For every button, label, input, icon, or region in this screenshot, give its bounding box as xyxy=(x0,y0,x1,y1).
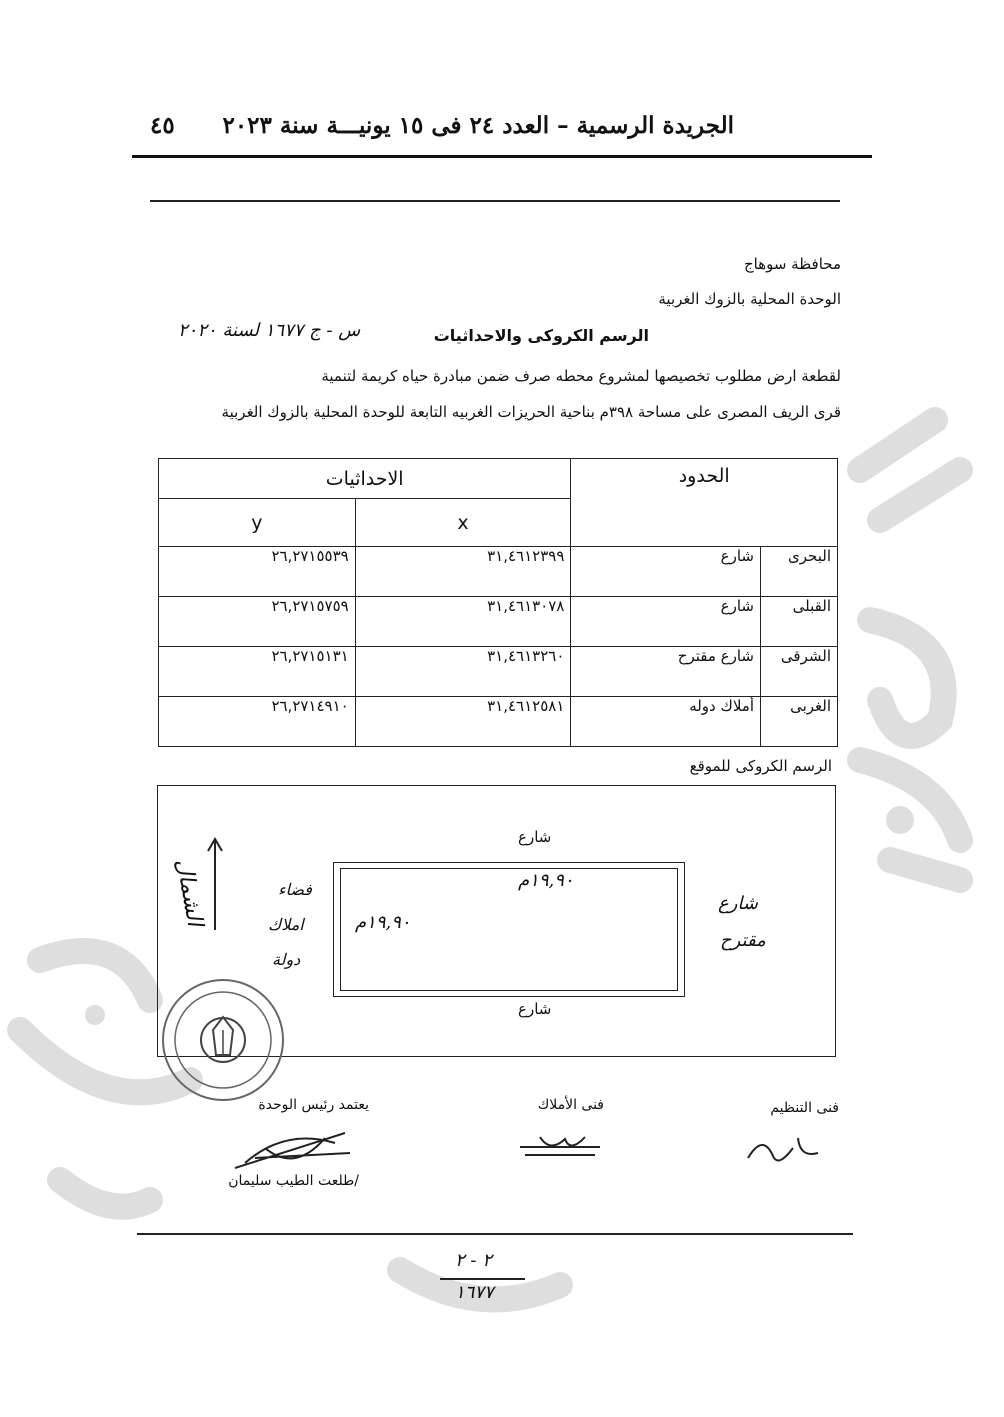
header-divider xyxy=(132,155,872,158)
planning-signature-icon xyxy=(738,1128,828,1173)
y-value: ٢٦,٢٧١٥٧٥٩ xyxy=(159,597,356,647)
boundaries-header: الحدود xyxy=(571,459,838,547)
governorate-label: محافظة سوهاج xyxy=(743,255,841,273)
footer-denominator: ١٦٧٧ xyxy=(455,1282,494,1303)
east-note-1: شارع xyxy=(718,893,758,914)
direction-label: الشرقى xyxy=(761,647,838,697)
east-note-2: مقترح xyxy=(720,930,766,951)
unit-head-signature-icon xyxy=(225,1118,365,1178)
footer-fraction-line xyxy=(440,1278,525,1280)
column-x-header: x xyxy=(355,499,571,547)
y-value: ٢٦,٢٧١٥٥٣٩ xyxy=(159,547,356,597)
boundary-value: شارع مقترح xyxy=(571,647,761,697)
properties-signature-icon xyxy=(510,1125,610,1165)
boundary-value: أملاك دوله xyxy=(571,697,761,747)
north-label: الشمال xyxy=(170,856,208,929)
y-value: ٢٦,٢٧١٤٩١٠ xyxy=(159,697,356,747)
bottom-street-label: شارع xyxy=(518,1000,552,1018)
description-line-2: قرى الريف المصرى على مساحة ٣٩٨م بناحية الحريزات الغربيه التابعة للوحدة المحلية بالزوك الغربية xyxy=(221,403,841,421)
planning-technician-label: فنى التنظيم xyxy=(770,1100,839,1116)
column-y-header: y xyxy=(159,499,356,547)
west-note-1: فضاء xyxy=(278,880,312,899)
footer-numerator: ٢ - ٢ xyxy=(455,1250,492,1271)
table-row xyxy=(159,697,838,747)
y-value: ٢٦,٢٧١٥١٣١ xyxy=(159,647,356,697)
west-note-2: املاك xyxy=(268,915,304,934)
document-bottom-line xyxy=(137,1233,853,1235)
sketch-label: الرسم الكروكى للموقع xyxy=(689,757,832,775)
x-value: ٣١,٤٦١٢٥٨١ xyxy=(355,697,571,747)
properties-technician-label: فنى الأملاك xyxy=(537,1097,604,1113)
table-row xyxy=(159,547,838,597)
x-value: ٣١,٤٦١٢٣٩٩ xyxy=(355,547,571,597)
direction-label: القبلى xyxy=(761,597,838,647)
x-value: ٣١,٤٦١٣٠٧٨ xyxy=(355,597,571,647)
description-line-1: لقطعة ارض مطلوب تخصيصها لمشروع محطه صرف ضمن مبادرة حياه كريمة لتنمية xyxy=(321,367,841,385)
coordinates-table xyxy=(158,458,838,747)
coordinates-header: الاحداثيات xyxy=(159,459,571,499)
x-value: ٣١,٤٦١٣٢٦٠ xyxy=(355,647,571,697)
west-note-3: دولة xyxy=(272,950,301,969)
handwritten-reference: س - ج ١٦٧٧ لسنة ٢٠٢٠ xyxy=(178,320,361,341)
direction-label: الغربى xyxy=(761,697,838,747)
plot-length-top: ١٩,٩٠م xyxy=(518,870,574,891)
gazette-header-title: الجريدة الرسمية – العدد ٢٤ فى ١٥ يونيـــة سنة ٢٠٢٣ xyxy=(222,112,734,139)
top-street-label: شارع xyxy=(518,828,552,846)
direction-label: البحرى xyxy=(761,547,838,597)
plot-length-side: ١٩,٩٠م xyxy=(355,912,411,933)
unit-head-approval-label: يعتمد رئيس الوحدة xyxy=(258,1097,369,1113)
unit-label: الوحدة المحلية بالزوك الغربية xyxy=(658,290,841,308)
table-row xyxy=(159,647,838,697)
official-seal-icon xyxy=(158,975,288,1105)
boundary-value: شارع xyxy=(571,597,761,647)
table-row xyxy=(159,597,838,647)
document-top-line xyxy=(150,200,840,202)
page-number: ٤٥ xyxy=(150,112,175,139)
unit-head-name: /طلعت الطيب سليمان xyxy=(228,1173,359,1189)
document-title: الرسم الكروكى والاحداثيات xyxy=(433,326,649,345)
boundary-value: شارع xyxy=(571,547,761,597)
